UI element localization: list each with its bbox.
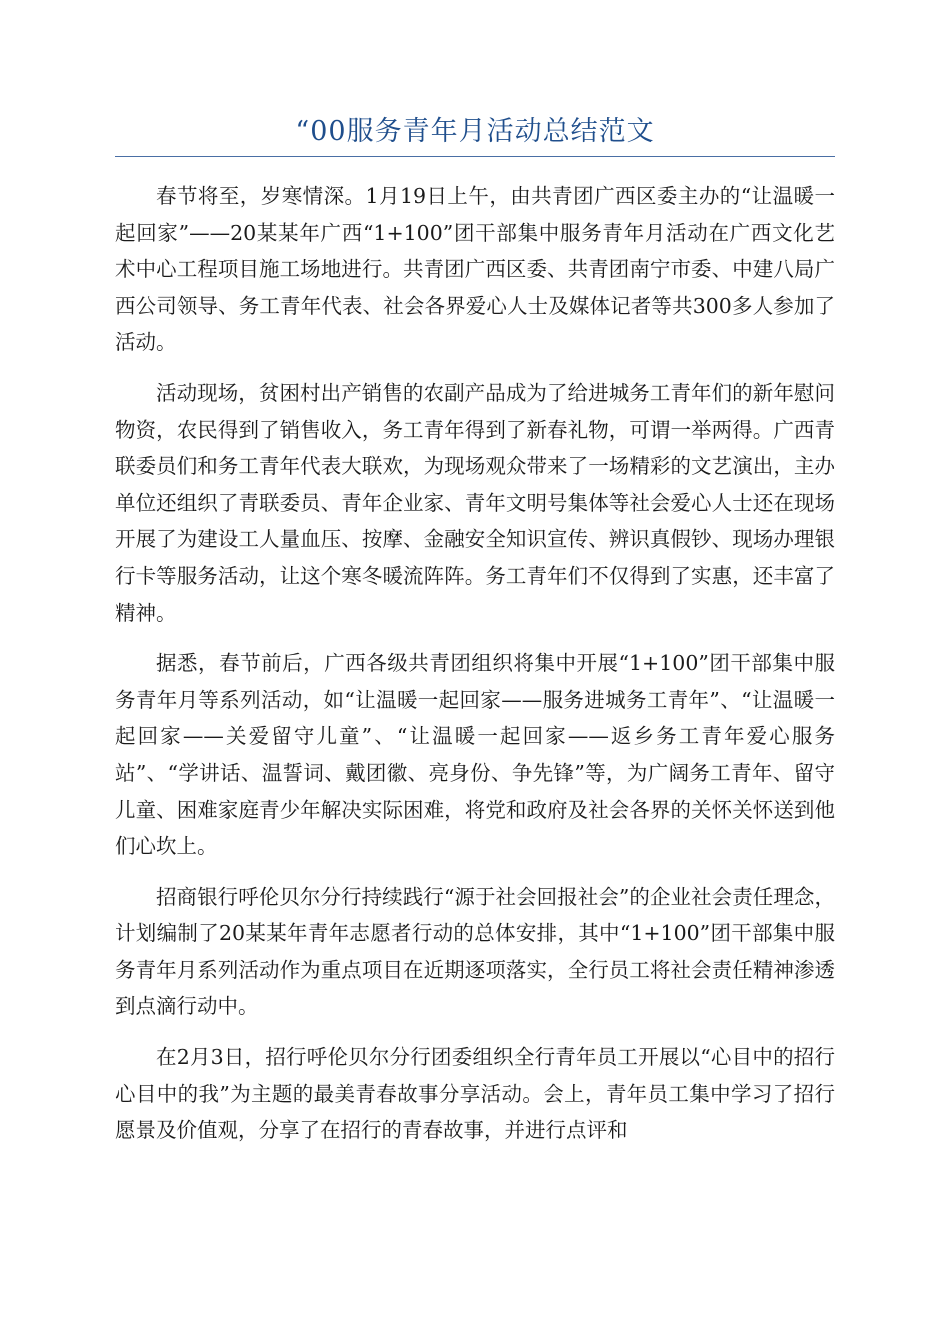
- paragraph-3: 据悉，春节前后，广西各级共青团组织将集中开展“1+100”团干部集中服务青年月等系列活动，如“让温暖一起回家——服务进城务工青年”、“让温暖一起回家——关爱留守儿童”、“让温暖一起回家——返乡务工青年爱心服务站”、“学讲话、温誓词、戴团徽、亮身份、争先锋”等，为广阔务工青年、留守儿童、困难家庭青少年解决实际困难，将党和政府及社会各界的关怀关怀送到他们心坎上。: [115, 651, 835, 859]
- paragraph-1: 春节将至，岁寒情深。1月19日上午，由共青团广西区委主办的“让温暖一起回家”——20某某年广西“1+100”团干部集中服务青年月活动在广西文化艺术中心工程项目施工场地进行。共青团广西区委、共青团南宁市委、中建八局广西公司领导、务工青年代表、社会各界爱心人士及媒体记者等共300多人参加了活动。: [115, 184, 835, 355]
- document-body: [115, 178, 835, 1163]
- paragraph-4: 招商银行呼伦贝尔分行持续践行“源于社会回报社会”的企业社会责任理念，计划编制了20某某年青年志愿者行动的总体安排，其中“1+100”团干部集中服务青年月系列活动作为重点项目在近期逐项落实，全行员工将社会责任精神渗透到点滴行动中。: [115, 884, 835, 1019]
- document-title: “00服务青年月活动总结范文: [295, 116, 655, 147]
- title-block: [115, 112, 835, 157]
- paragraph-5: 在2月3日，招行呼伦贝尔分行团委组织全行青年员工开展以“心目中的招行心目中的我”为主题的最美青春故事分享活动。会上，青年员工集中学习了招行愿景及价值观，分享了在招行的青春故事，并进行点评和: [115, 1045, 835, 1143]
- paragraph-2: 活动现场，贫困村出产销售的农副产品成为了给进城务工青年们的新年慰问物资，农民得到了销售收入，务工青年得到了新春礼物，可谓一举两得。广西青联委员们和务工青年代表大联欢，为现场观众带来了一场精彩的文艺演出，主办单位还组织了青联委员、青年企业家、青年文明号集体等社会爱心人士还在现场开展了为建设工人量血压、按摩、金融安全知识宣传、辨识真假钞、现场办理银行卡等服务活动，让这个寒冬暖流阵阵。务工青年们不仅得到了实惠，还丰富了精神。: [115, 380, 835, 625]
